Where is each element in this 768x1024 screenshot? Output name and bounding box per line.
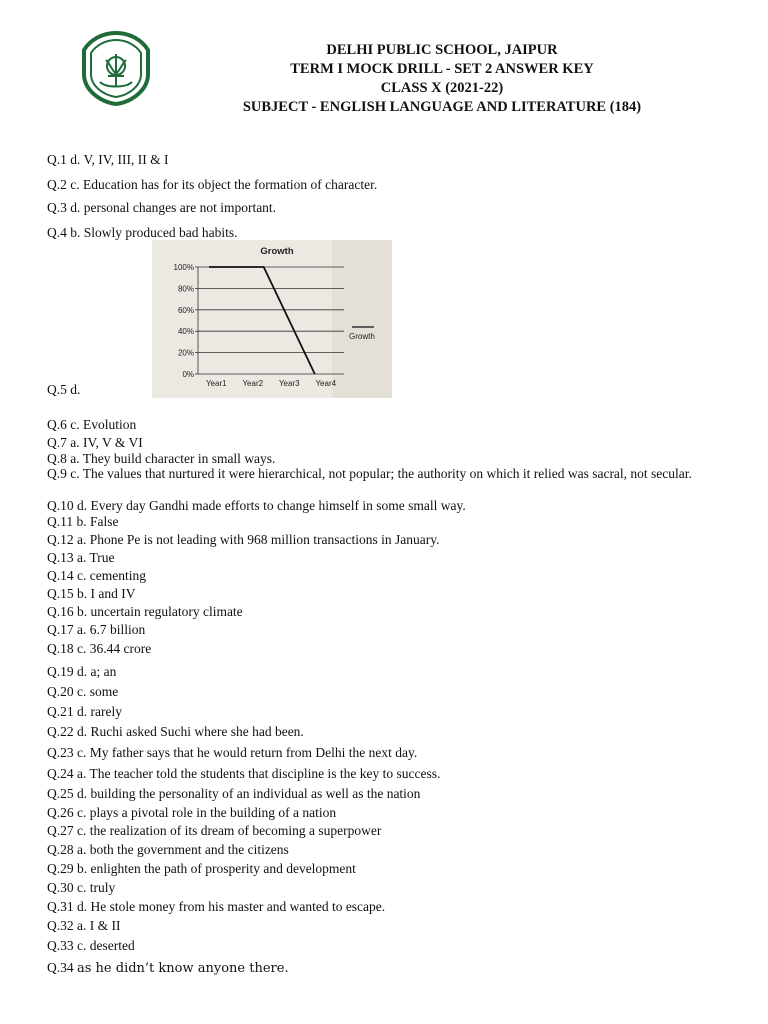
answer-item: Q.9 c. The values that nurtured it were hierarchical, not popular; the authority on which it relied was sacral, not secular. — [47, 466, 692, 481]
answer-item: Q.22 d. Ruchi asked Suchi where she had been. — [47, 724, 304, 739]
y-tick-label: 60% — [177, 305, 194, 315]
answer-item: Q.5 d. — [47, 382, 81, 397]
x-tick-label: Year2 — [242, 379, 264, 388]
y-tick-label: 40% — [177, 327, 194, 337]
answer-item: Q.17 a. 6.7 billion — [47, 622, 146, 637]
answer-item: Q.2 c. Education has for its object the formation of character. — [47, 177, 378, 192]
legend-label: Growth — [349, 332, 375, 341]
answer-item: Q.29 b. enlighten the path of prosperity and development — [47, 861, 356, 876]
answer-item: Q.14 c. cementing — [47, 568, 146, 583]
answer-item: Q.26 c. plays a pivotal role in the building of a nation — [47, 805, 337, 820]
y-tick-label: 20% — [177, 348, 194, 358]
answer-item: Q.31 d. He stole money from his master and wanted to escape. — [47, 899, 386, 914]
answer-item: Q.8 a. They build character in small ways. — [47, 451, 276, 466]
subject-label: SUBJECT - ENGLISH LANGUAGE AND LITERATURE (184) — [242, 99, 642, 115]
answer-item: Q.19 d. a; an — [47, 664, 117, 679]
answer-item: Q.4 b. Slowly produced bad habits. — [47, 225, 238, 240]
answer-item: Q.13 a. True — [47, 550, 115, 565]
answer-item: Q.32 a. I & II — [47, 918, 121, 933]
school-crest-icon — [76, 30, 156, 106]
answer-item: Q.12 a. Phone Pe is not leading with 968 million transactions in January. — [47, 532, 440, 547]
answer-item: Q.7 a. IV, V & VI — [47, 435, 143, 450]
school-name: DELHI PUBLIC SCHOOL, JAIPUR — [326, 42, 558, 58]
answer-item: Q.18 c. 36.44 crore — [47, 641, 152, 656]
answer-item: Q.3 d. personal changes are not important. — [47, 200, 277, 215]
x-tick-label: Year4 — [315, 379, 337, 388]
y-tick-label: 80% — [177, 284, 194, 294]
y-tick-label: 0% — [182, 370, 194, 379]
answer-item: Q.28 a. both the government and the citizens — [47, 842, 289, 857]
answer-item: Q.15 b. I and IV — [47, 586, 136, 601]
answer-item: Q.24 a. The teacher told the students that discipline is the key to success. — [47, 766, 441, 781]
answer-item: Q.27 c. the realization of its dream of becoming a superpower — [47, 823, 382, 838]
answer-item: Q.6 c. Evolution — [47, 417, 137, 432]
answer-item: Q.34 as he didn’t know anyone there. — [47, 960, 289, 976]
answer-item: Q.20 c. some — [47, 684, 119, 699]
answer-item: Q.16 b. uncertain regulatory climate — [47, 604, 243, 619]
chart-title: Growth — [260, 246, 294, 257]
answer-item: Q.1 d. V, IV, III, II & I — [47, 152, 169, 167]
document-header — [200, 41, 684, 117]
growth-chart — [152, 240, 392, 398]
y-tick-label: 100% — [173, 263, 194, 272]
answer-item: Q.25 d. building the personality of an individual as well as the nation — [47, 786, 421, 801]
answer-item: Q.23 c. My father says that he would return from Delhi the next day. — [47, 745, 418, 760]
exam-title: TERM I MOCK DRILL - SET 2 ANSWER KEY — [290, 61, 594, 77]
answer-item: Q.11 b. False — [47, 514, 119, 529]
class-label: CLASS X (2021-22) — [380, 80, 504, 96]
answer-item: Q.10 d. Every day Gandhi made efforts to change himself in some small way. — [47, 498, 466, 513]
answer-item: Q.33 c. deserted — [47, 938, 135, 953]
x-tick-label: Year1 — [205, 379, 227, 388]
answer-item: Q.21 d. rarely — [47, 704, 122, 719]
x-tick-label: Year3 — [278, 379, 300, 388]
answer-item: Q.30 c. truly — [47, 880, 116, 895]
